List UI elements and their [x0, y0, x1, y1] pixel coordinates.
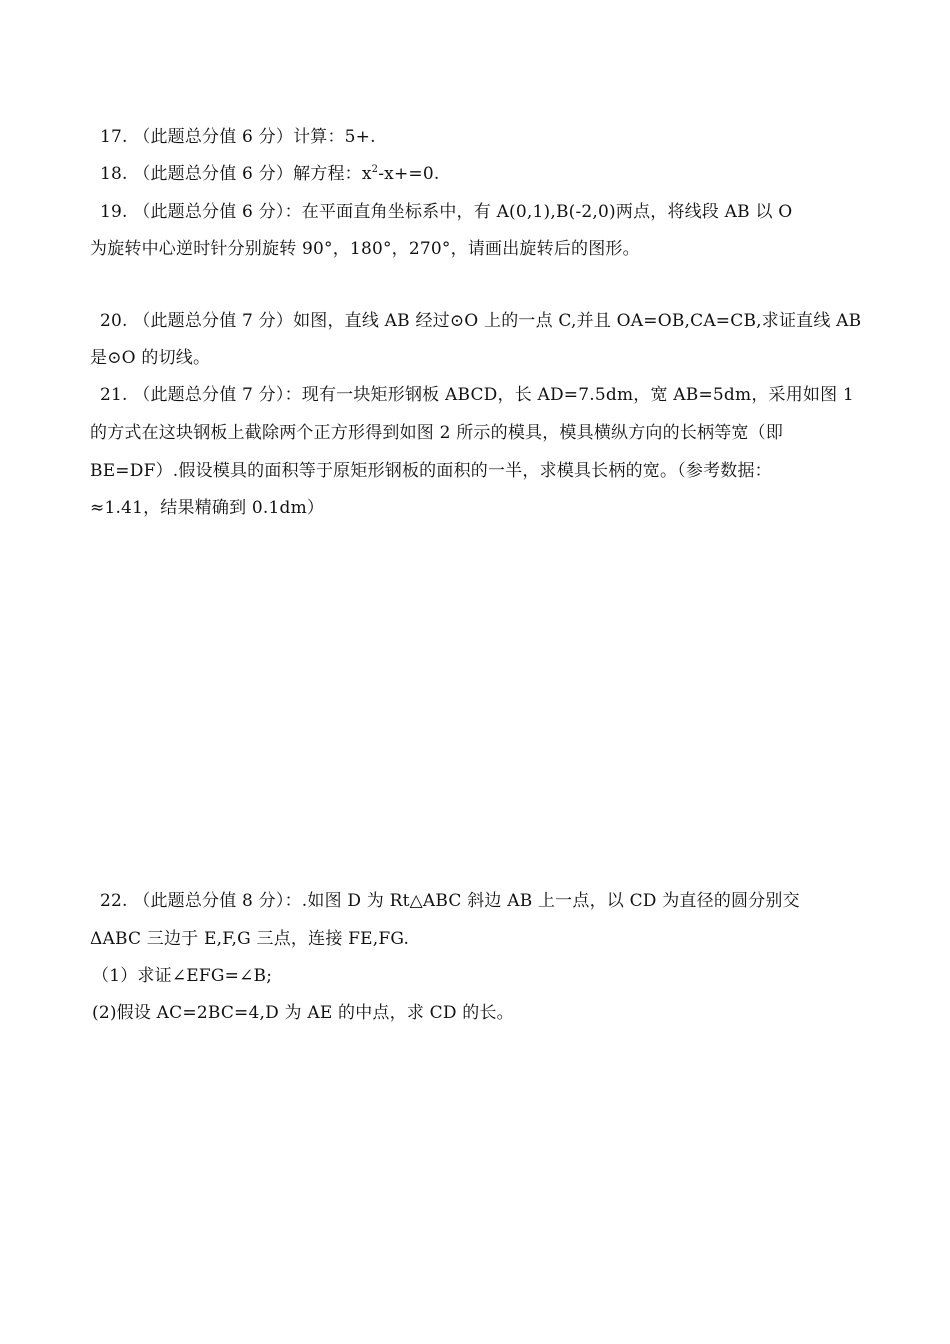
- question-18-line-1: [100, 163, 439, 185]
- question-19-line-2: 为旋转中心逆时针分别旋转 90°，180°，270°，请画出旋转后的图形。: [90, 239, 640, 259]
- question-22-part-1: （1）求证∠EFG=∠B;: [92, 966, 273, 986]
- question-21-line-4: ≈1.41，结果精确到 0.1dm）: [90, 498, 325, 518]
- question-21-line-2: 的方式在这块钢板上截除两个正方形得到如图 2 所示的模具，模具横纵方向的长柄等宽（即: [90, 423, 784, 443]
- question-21-line-1: 21. （此题总分值 7 分）：现有一块矩形钢板 ABCD，长 AD=7.5dm，宽 AB=5dm，采用如图 1: [100, 385, 854, 405]
- question-20-line-2: 是⊙O 的切线。: [90, 348, 211, 368]
- question-22-line-1: 22. （此题总分值 8 分）：.如图 D 为 Rt△ABC 斜边 AB 上一点，以 CD 为直径的圆分别交: [100, 891, 800, 911]
- question-22-line-2: ΔABC 三边于 E,F,G 三点，连接 FE,FG.: [90, 929, 410, 949]
- question-17-line-1: 17. （此题总分值 6 分）计算：5+.: [100, 127, 376, 147]
- question-21-line-3: BE=DF）.假设模具的面积等于原矩形钢板的面积的一半，求模具长柄的宽。（参考数据：: [90, 461, 772, 481]
- question-18-text: 18. （此题总分值 6 分）解方程：x: [100, 164, 372, 184]
- question-20-line-1: 20. （此题总分值 7 分）如图，直线 AB 经过⊙O 上的一点 C,并且 OA=OB,CA=CB,求证直线 AB: [100, 311, 862, 331]
- question-18-text-end: -x+=0.: [378, 164, 440, 184]
- exponent: 2: [371, 164, 379, 175]
- question-22-part-2: (2)假设 AC=2BC=4,D 为 AE 的中点，求 CD 的长。: [92, 1003, 514, 1023]
- question-19-line-1: 19. （此题总分值 6 分）：在平面直角坐标系中，有 A(0,1),B(-2,0)两点，将线段 AB 以 O: [100, 202, 793, 222]
